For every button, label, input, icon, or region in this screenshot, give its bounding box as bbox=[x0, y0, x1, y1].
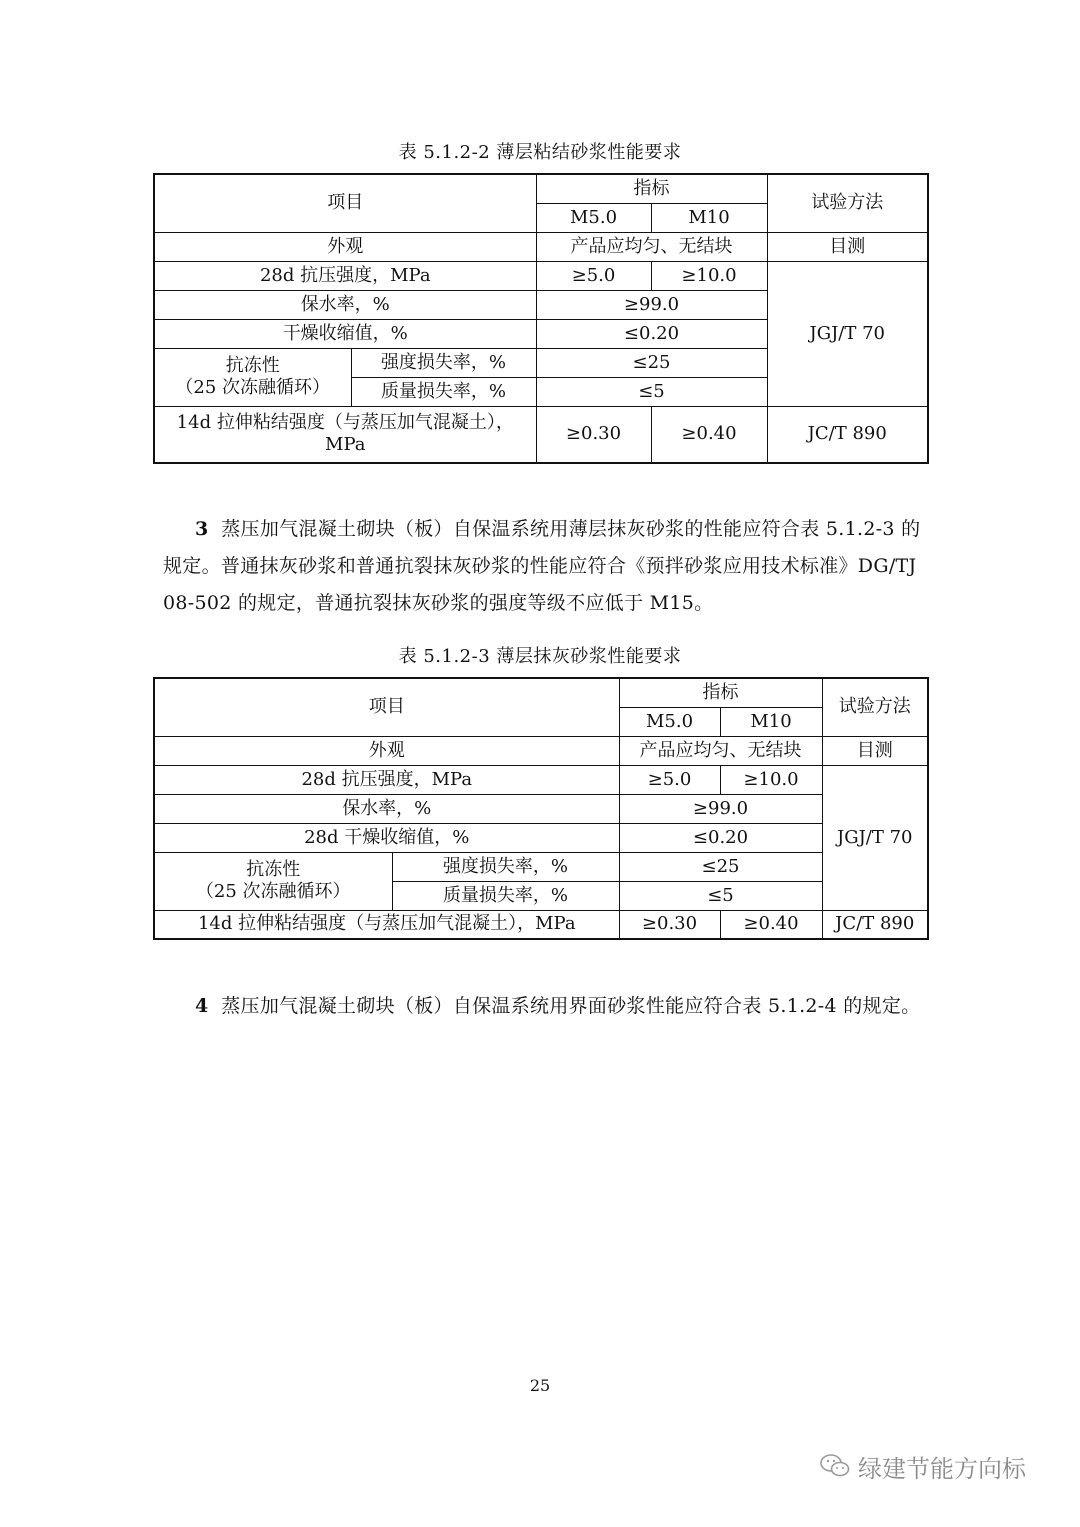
row-compressive-m5: ≥5.0 bbox=[619, 765, 720, 794]
paragraph-4-number: 4 bbox=[195, 995, 209, 1017]
row-compressive-label: 28d 抗压强度，MPa bbox=[154, 765, 619, 794]
method-jgj: JGJ/T 70 bbox=[767, 261, 928, 406]
row-compressive-label: 28d 抗压强度，MPa bbox=[154, 261, 536, 290]
header-m10: M10 bbox=[720, 707, 822, 736]
row-compressive-m10: ≥10.0 bbox=[651, 261, 767, 290]
watermark bbox=[820, 1446, 1060, 1486]
row-shrink-label: 干燥收缩值，% bbox=[154, 319, 536, 348]
row-water-label: 保水率，% bbox=[154, 290, 536, 319]
header-m5: M5.0 bbox=[619, 707, 720, 736]
method-jgj: JGJ/T 70 bbox=[822, 765, 928, 910]
row-strength-loss-value: ≤25 bbox=[536, 348, 767, 377]
table1-caption: 表 5.1.2-2 薄层粘结砂浆性能要求 bbox=[398, 142, 682, 163]
frost-label-line2: （25 次冻融循环） bbox=[175, 377, 331, 398]
watermark-text: 绿建节能方向标 bbox=[858, 1454, 1026, 1483]
row-shrink-value: ≤0.20 bbox=[536, 319, 767, 348]
table-5-1-2-3 bbox=[153, 677, 929, 940]
row-compressive-m5: ≥5.0 bbox=[536, 261, 651, 290]
row-appearance-method: 目测 bbox=[822, 736, 928, 765]
row-water-value: ≥99.0 bbox=[619, 794, 822, 823]
header-method: 试验方法 bbox=[767, 174, 928, 232]
header-item: 项目 bbox=[154, 174, 536, 232]
header-index: 指标 bbox=[619, 678, 822, 707]
table2-caption: 表 5.1.2-3 薄层抹灰砂浆性能要求 bbox=[398, 646, 682, 667]
row-shrink-value: ≤0.20 bbox=[619, 823, 822, 852]
frost-label-line1: 抗冻性 bbox=[246, 859, 301, 880]
header-m10: M10 bbox=[651, 203, 767, 232]
paragraph-3 bbox=[163, 511, 923, 622]
paragraph-3-text: 蒸压加气混凝土砌块（板）自保温系统用薄层抹灰砂浆的性能应符合表 5.1.2-3 的规定。普通抹灰砂浆和普通抗裂抹灰砂浆的性能应符合《预拌砂浆应用技术标准》DG/TJ 08-502 的规定，普通抗裂抹灰砂浆的强度等级不应低于 M15。 bbox=[163, 518, 921, 614]
row-tensile-m10: ≥0.40 bbox=[720, 910, 822, 939]
paragraph-4 bbox=[163, 988, 923, 1025]
row-shrink-label: 28d 干燥收缩值，% bbox=[154, 823, 619, 852]
wechat-icon bbox=[820, 1453, 850, 1479]
row-water-value: ≥99.0 bbox=[536, 290, 767, 319]
row-tensile-m5: ≥0.30 bbox=[536, 406, 651, 463]
row-appearance-value: 产品应均匀、无结块 bbox=[619, 736, 822, 765]
frost-label-line2: （25 次冻融循环） bbox=[195, 881, 351, 902]
table-5-1-2-2 bbox=[153, 173, 929, 464]
row-mass-loss-label: 质量损失率，% bbox=[392, 881, 619, 910]
row-compressive-m10: ≥10.0 bbox=[720, 765, 822, 794]
row-appearance-label: 外观 bbox=[154, 736, 619, 765]
row-tensile-method: JC/T 890 bbox=[822, 910, 928, 939]
paragraph-3-number: 3 bbox=[195, 518, 209, 540]
row-tensile-label: 14d 拉伸粘结强度（与蒸压加气混凝土），MPa bbox=[154, 406, 536, 463]
row-tensile-m10: ≥0.40 bbox=[651, 406, 767, 463]
header-item: 项目 bbox=[154, 678, 619, 736]
page-number: 25 bbox=[529, 1376, 551, 1395]
row-mass-loss-value: ≤5 bbox=[619, 881, 822, 910]
row-tensile-label: 14d 拉伸粘结强度（与蒸压加气混凝土），MPa bbox=[154, 910, 619, 939]
row-appearance-method: 目测 bbox=[767, 232, 928, 261]
header-method: 试验方法 bbox=[822, 678, 928, 736]
row-mass-loss-value: ≤5 bbox=[536, 377, 767, 406]
row-water-label: 保水率，% bbox=[154, 794, 619, 823]
row-mass-loss-label: 质量损失率，% bbox=[351, 377, 536, 406]
header-m5: M5.0 bbox=[536, 203, 651, 232]
row-tensile-method: JC/T 890 bbox=[767, 406, 928, 463]
row-tensile-m5: ≥0.30 bbox=[619, 910, 720, 939]
paragraph-4-text: 蒸压加气混凝土砌块（板）自保温系统用界面砂浆性能应符合表 5.1.2-4 的规定。 bbox=[221, 995, 921, 1017]
row-frost-label bbox=[154, 852, 392, 910]
row-frost-label bbox=[154, 348, 351, 406]
row-appearance-label: 外观 bbox=[154, 232, 536, 261]
row-strength-loss-label: 强度损失率，% bbox=[351, 348, 536, 377]
row-strength-loss-value: ≤25 bbox=[619, 852, 822, 881]
frost-label-line1: 抗冻性 bbox=[225, 355, 280, 376]
row-strength-loss-label: 强度损失率，% bbox=[392, 852, 619, 881]
header-index: 指标 bbox=[536, 174, 767, 203]
row-appearance-value: 产品应均匀、无结块 bbox=[536, 232, 767, 261]
